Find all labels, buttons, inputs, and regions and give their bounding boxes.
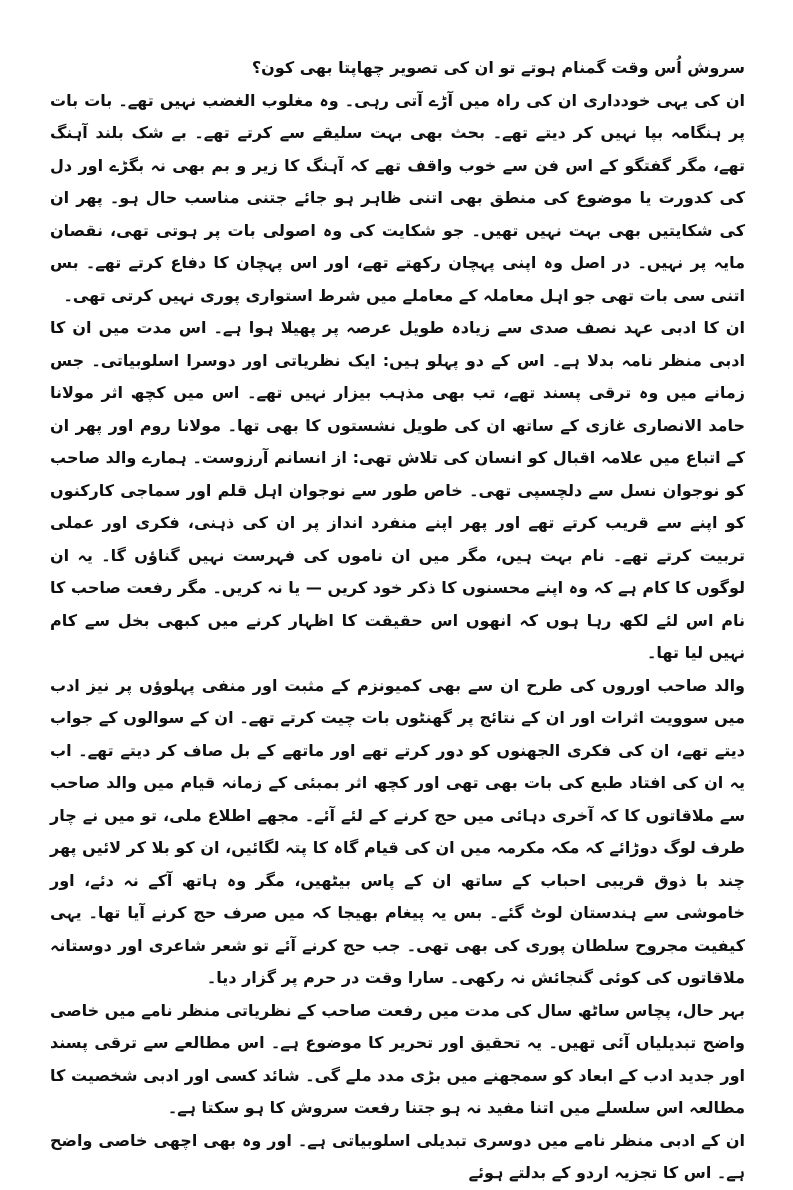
- paragraph-2: ان کی یہی خودداری ان کی راہ میں آڑے آتی رہی۔ وہ مغلوب الغضب نہیں تھے۔ بات بات پر ہنگامہ بپا نہیں کر دیتے تھے۔ بحث بھی بہت سلیقے سے کرتے تھے۔ بے شک بلند آہنگ تھے، مگر گفتگو کے اس فن سے خوب واقف تھے کہ آہنگ کا زیر و بم بھی نہ بگڑے اور دل کی کدورت یا موضوع کی منطق بھی اتنی ظاہر ہو جائے جتنی مناسب حال ہو۔ پھر ان کی شکایتیں بھی بہت نہیں تھیں۔ جو شکایت کی وہ اصولی بات پر ہوتی تھی، نقصان مایہ پر نہیں۔ در اصل وہ اپنی پہچان رکھتے تھے، اور اس پہچان کا دفاع کرتے تھے۔ بس اتنی سی بات تھی جو اہل معاملہ کے معاملے میں شرط استواری پوری نہیں کرتی تھی۔: [50, 90, 745, 305]
- paragraph-1: سروش اُس وقت گمنام ہوتے تو ان کی تصویر چھاپتا بھی کون؟: [251, 58, 745, 77]
- paragraph-3: ان کا ادبی عہد نصف صدی سے زیادہ طویل عرصہ پر پھیلا ہوا ہے۔ اس مدت میں ان کا ادبی منظر نامہ بدلا ہے۔ اس کے دو پہلو ہیں: ایک نظریاتی اور دوسرا اسلوبیاتی۔ جس زمانے میں وہ ترقی پسند تھے، تب بھی مذہب بیزار نہیں تھے۔ اس میں کچھ اثر مولانا حامد الانصاری غازی کے ساتھ ان کی طویل نشستوں کا بھی تھا۔ مولانا روم اور پھر ان کے اتباع میں علامہ اقبال کو انسان کی تلاش تھی: از انسانم آرزوست۔ ہمارے والد صاحب کو نوجوان نسل سے دلچسپی تھی۔ خاص طور سے نوجوان اہل قلم اور سماجی کارکنوں کو اپنے سے قریب کرتے تھے اور پھر اپنے منفرد انداز پر ان کی ذہنی، فکری اور عملی تربیت کرتے تھے۔ نام بہت ہیں، مگر میں ان ناموں کی فہرست نہیں گناؤں گا۔ یہ ان لوگوں کا کام ہے کہ وہ اپنے محسنوں کا ذکر خود کریں — یا نہ کریں۔ مگر رفعت صاحب کا نام اس لئے لکھ رہا ہوں کہ انھوں اس حقیقت کا اظہار کرنے میں کبھی بخل سے کام نہیں لیا تھا۔: [50, 318, 745, 662]
- document-body: [50, 52, 745, 1190]
- paragraph-6: ان کے ادبی منظر نامے میں دوسری تبدیلی اسلوبیاتی ہے۔ اور وہ بھی اچھی خاصی واضح ہے۔ اس کا تجزیہ اردو کے بدلتے ہوئے: [50, 1130, 745, 1182]
- paragraph-5: بہر حال، پچاس ساٹھ سال کی مدت میں رفعت صاحب کے نظریاتی منظر نامے میں خاصی واضح تبدیلیاں آئی تھیں۔ یہ تحقیق اور تحریر کا موضوع ہے۔ اس مطالعے سے ترقی پسند اور جدید ادب کے ابعاد کو سمجھنے میں بڑی مدد ملے گی۔ شائد کسی اور ادبی شخصیت کا مطالعہ اس سلسلے میں اتنا مفید نہ ہو جتنا رفعت سروش کا ہو سکتا ہے۔: [50, 1000, 745, 1117]
- paragraph-4: والد صاحب اوروں کی طرح ان سے بھی کمیونزم کے مثبت اور منفی پہلوؤں پر نیز ادب میں سوویت اثرات اور ان کے نتائج پر گھنٹوں بات چیت کرتے تھے۔ ان کے سوالوں کے جواب دیتے تھے، ان کی فکری الجھنوں کو دور کرتے تھے اور ماتھے کے بل صاف کر دیتے تھے۔ اب یہ ان کی افتاد طبع کی بات بھی تھی اور کچھ اثر بمبئی کے زمانہ قیام میں والد صاحب سے ملاقاتوں کا کہ آخری دہائی میں حج کرنے کے لئے آئے۔ مجھے اطلاع ملی، تو میں نے چار طرف لوگ دوڑائے کہ مکہ مکرمہ میں ان کی قیام گاہ کا پتہ لگائیں، ان کو بلا کر لائیں پھر چند با ذوق قریبی احباب کے ساتھ ان کے پاس بیٹھیں، مگر وہ ہاتھ آکے نہ دئے، اور خاموشی سے ہندستان لوٹ گئے۔ بس یہ پیغام بھیجا کہ میں صرف حج کرنے آیا تھا۔ یہی کیفیت مجروح سلطان پوری کی بھی تھی۔ جب حج کرنے آئے تو شعر شاعری اور دوستانہ ملاقاتوں کی کوئی گنجائش نہ رکھی۔ سارا وقت در حرم پر گزار دیا۔: [50, 675, 745, 987]
